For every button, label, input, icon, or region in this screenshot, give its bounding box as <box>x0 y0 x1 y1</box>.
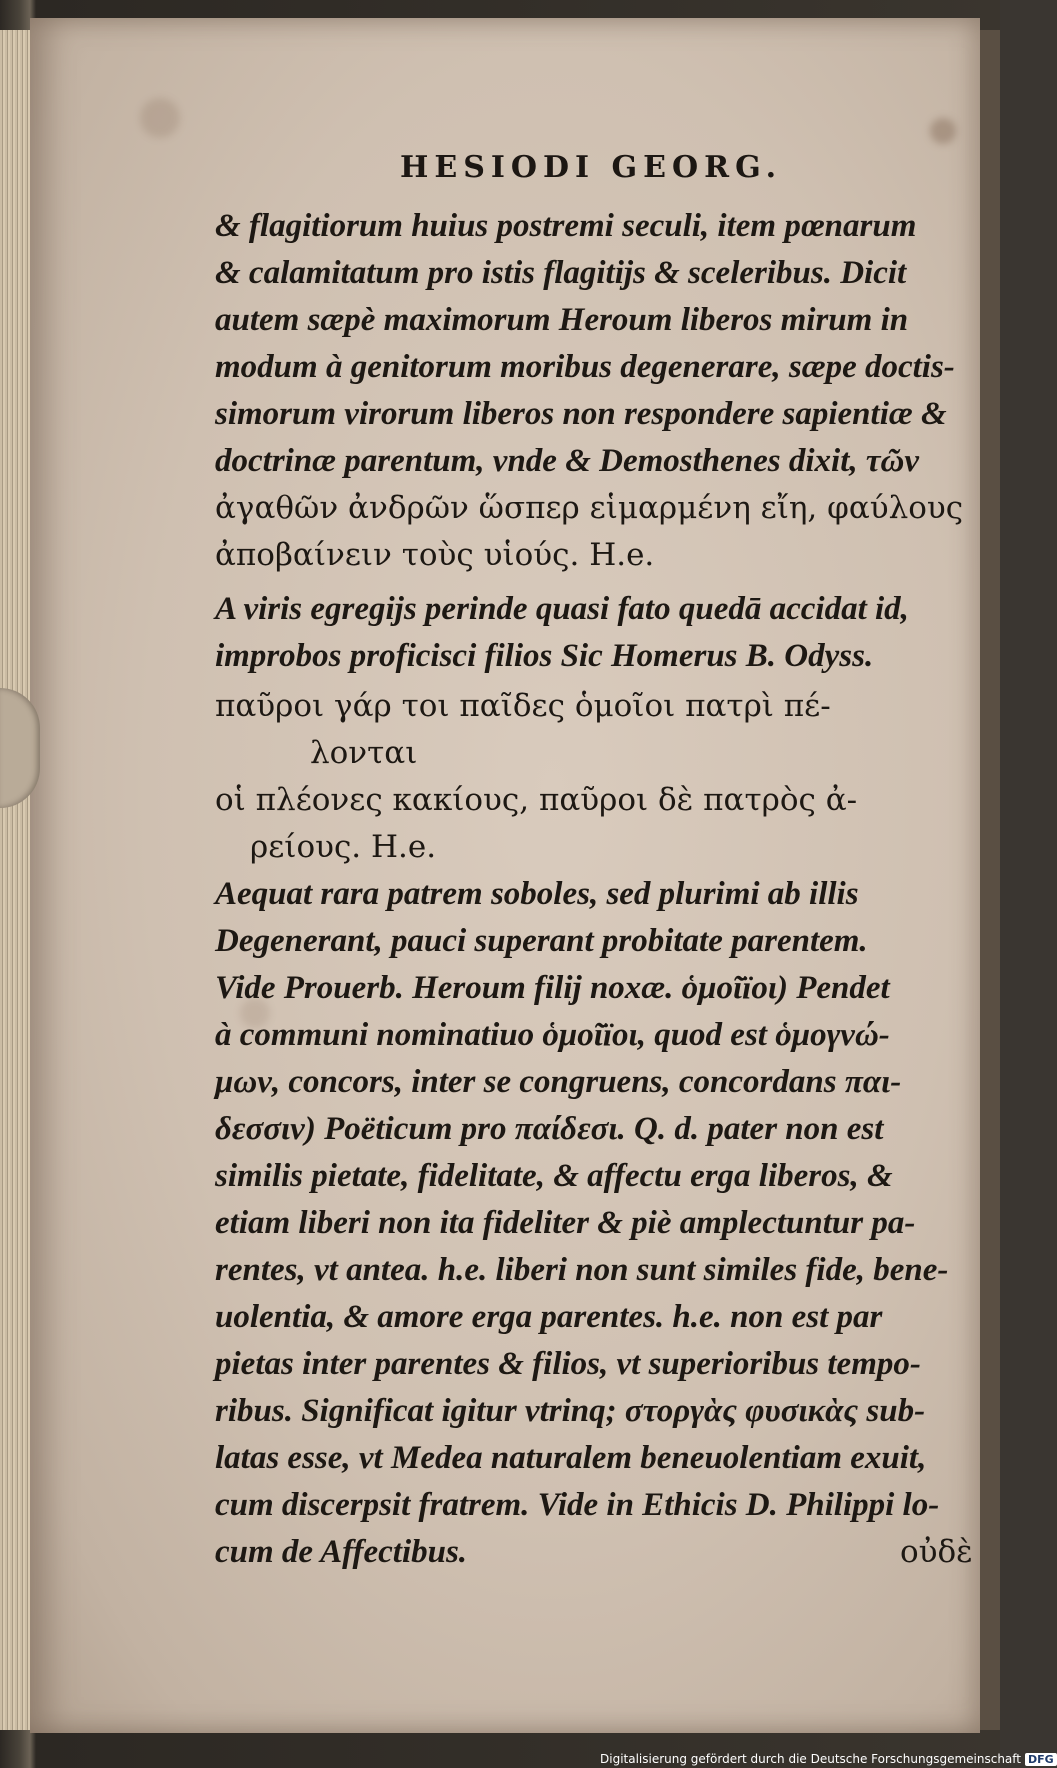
text-line: etiam liberi non ita fideliter & piè amplectuntur pa- <box>215 1205 916 1241</box>
text-line: pietas inter parentes & filios, vt superioribus tempo- <box>215 1346 921 1382</box>
greek-line: ἀποβαίνειν τοὺς υἱούς. H.e. <box>215 537 655 573</box>
text-line: cum de Affectibus. <box>215 1534 468 1570</box>
text-line: A viris egregijs perinde quasi fato quedā accidat id, <box>215 591 909 627</box>
credit-text: Digitalisierung gefördert durch die Deutsche Forschungsgemeinschaft <box>600 1752 1022 1766</box>
running-title: HESIODI GEORG. <box>400 150 783 185</box>
text-line: modum à genitorum moribus degenerare, sæpe doctis- <box>215 349 955 385</box>
text-line: & flagitiorum huius postremi seculi, item pœnarum <box>215 208 917 244</box>
text-line: μων, concors, inter se congruens, concordans παι- <box>215 1064 902 1100</box>
text-line: simorum virorum liberos non respondere sapientiæ & <box>215 396 947 432</box>
text-line: Aequat rara patrem soboles, sed plurimi ab illis <box>215 876 859 912</box>
text-line: Vide Prouerb. Heroum filij noxæ. ὁμοῖϊοι) Pendet <box>215 970 890 1006</box>
text-line: similis pietate, fidelitate, & affectu erga liberos, & <box>215 1158 893 1194</box>
text-line: Degenerant, pauci superant probitate parentem. <box>215 923 868 959</box>
adjacent-page-strip <box>980 30 1000 1730</box>
page-stack-edge <box>0 30 30 1730</box>
text-line: doctrinæ parentum, vnde & Demosthenes dixit, τῶν <box>215 443 920 479</box>
dfg-logo: DFG <box>1025 1753 1057 1766</box>
stain-spot <box>140 98 180 138</box>
greek-line: οἱ πλέονες κακίους, παῦροι δὲ πατρὸς ἀ- <box>215 782 858 818</box>
text-line: autem sæpè maximorum Heroum liberos mirum in <box>215 302 909 338</box>
stain-spot <box>930 118 956 144</box>
catchword: οὐδὲ <box>900 1534 973 1570</box>
digitization-credit <box>600 1752 1054 1766</box>
greek-line: λονται <box>310 735 418 771</box>
text-line: rentes, vt antea. h.e. liberi non sunt similes fide, bene- <box>215 1252 949 1288</box>
greek-line: ἀγαθῶν ἀνδρῶν ὥσπερ εἱμαρμένη εἴη, φαύλους <box>215 490 964 526</box>
text-line: & calamitatum pro istis flagitijs & sceleribus. Dicit <box>215 255 907 291</box>
text-line: à communi nominatiuo ὁμοῖϊοι, quod est ὁμογνώ- <box>215 1017 890 1053</box>
text-line: cum discerpsit fratrem. Vide in Ethicis D. Philippi lo- <box>215 1487 940 1523</box>
text-line: δεσσιν) Poëticum pro παίδεσι. Q. d. pater non est <box>215 1111 884 1147</box>
text-line: ribus. Significat igitur vtrinq; στοργὰς φυσικὰς sub- <box>215 1393 926 1429</box>
greek-line: ρείους. H.e. <box>250 829 437 865</box>
text-line: improbos proficisci filios Sic Homerus B. Odyss. <box>215 638 874 674</box>
greek-line: παῦροι γάρ τοι παῖδες ὁμοῖοι πατρὶ πέ- <box>215 688 831 724</box>
text-line: uolentia, & amore erga parentes. h.e. non est par <box>215 1299 883 1335</box>
text-line: latas esse, vt Medea naturalem beneuolentiam exuit, <box>215 1440 927 1476</box>
